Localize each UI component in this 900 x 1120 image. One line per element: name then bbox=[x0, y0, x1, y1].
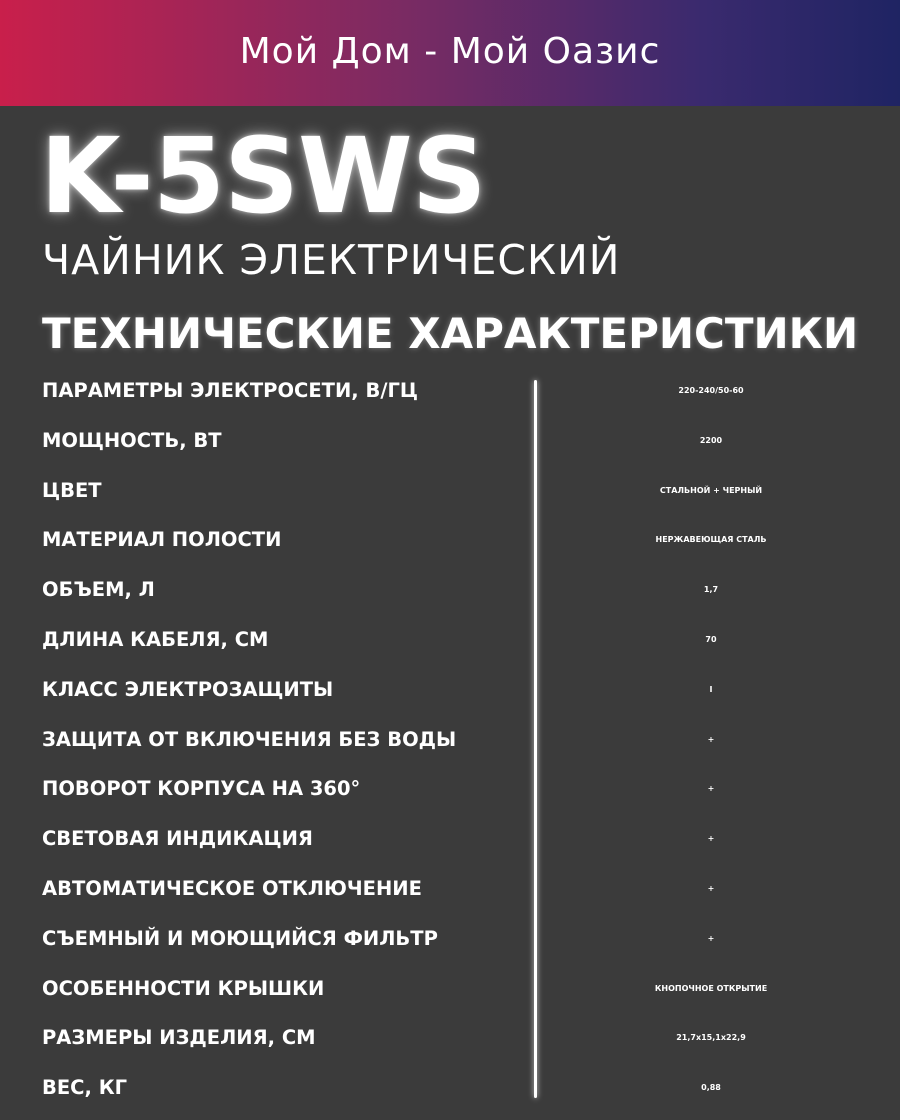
spec-value: 1,7 bbox=[703, 585, 719, 595]
spec-row bbox=[0, 565, 900, 615]
spec-label: МАТЕРИАЛ ПОЛОСТИ bbox=[42, 528, 282, 552]
brand-banner bbox=[0, 0, 900, 106]
spec-value: + bbox=[707, 933, 715, 943]
brand-slogan: Мой Дом - Мой Оазис bbox=[239, 30, 661, 72]
spec-row bbox=[0, 914, 900, 964]
spec-value: + bbox=[707, 883, 715, 893]
spec-value: 0,88 bbox=[701, 1083, 721, 1093]
spec-row bbox=[0, 1013, 900, 1063]
spec-label: МОЩНОСТЬ, ВТ bbox=[42, 428, 222, 452]
spec-value: I bbox=[709, 684, 713, 694]
spec-row bbox=[0, 1063, 900, 1113]
spec-label: СВЕТОВАЯ ИНДИКАЦИЯ bbox=[42, 827, 313, 851]
spec-row bbox=[0, 366, 900, 416]
spec-value: СТАЛЬНОЙ + ЧЕРНЫЙ bbox=[659, 485, 763, 495]
spec-value: + bbox=[707, 734, 715, 744]
model-name: K-5SWS bbox=[40, 115, 486, 237]
spec-row bbox=[0, 964, 900, 1014]
spec-row bbox=[0, 665, 900, 715]
spec-value: + bbox=[707, 784, 715, 794]
spec-row bbox=[0, 764, 900, 814]
spec-table bbox=[0, 366, 900, 1113]
spec-value: 70 bbox=[705, 634, 717, 644]
spec-row bbox=[0, 814, 900, 864]
spec-value: 220-240/50-60 bbox=[678, 386, 744, 395]
spec-label: ОБЪЕМ, Л bbox=[42, 578, 155, 602]
spec-label: ДЛИНА КАБЕЛЯ, СМ bbox=[42, 627, 269, 651]
spec-label: ЗАЩИТА ОТ ВКЛЮЧЕНИЯ БЕЗ ВОДЫ bbox=[42, 727, 457, 751]
spec-label: СЪЕМНЫЙ И МОЮЩИЙСЯ ФИЛЬТР bbox=[42, 926, 438, 950]
product-type: ЧАЙНИК ЭЛЕКТРИЧЕСКИЙ bbox=[42, 236, 621, 284]
spec-value: 2200 bbox=[699, 435, 723, 445]
spec-value: КНОПОЧНОЕ ОТКРЫТИЕ bbox=[654, 983, 768, 993]
spec-label: АВТОМАТИЧЕСКОЕ ОТКЛЮЧЕНИЕ bbox=[42, 876, 422, 900]
spec-label: ПОВОРОТ КОРПУСА НА 360° bbox=[42, 777, 361, 801]
spec-row bbox=[0, 715, 900, 765]
spec-row bbox=[0, 615, 900, 665]
spec-label: РАЗМЕРЫ ИЗДЕЛИЯ, СМ bbox=[42, 1026, 316, 1050]
spec-value: НЕРЖАВЕЮЩАЯ СТАЛЬ bbox=[655, 535, 767, 545]
spec-label: КЛАСС ЭЛЕКТРОЗАЩИТЫ bbox=[42, 677, 334, 701]
spec-row bbox=[0, 466, 900, 516]
spec-label: ЦВЕТ bbox=[42, 478, 102, 502]
section-title: ТЕХНИЧЕСКИЕ ХАРАКТЕРИСТИКИ bbox=[42, 309, 859, 358]
spec-label: ВЕС, КГ bbox=[42, 1076, 128, 1100]
spec-row bbox=[0, 515, 900, 565]
spec-label: ПАРАМЕТРЫ ЭЛЕКТРОСЕТИ, В/ГЦ bbox=[42, 379, 418, 402]
spec-value: 21,7x15,1x22,9 bbox=[676, 1033, 746, 1043]
spec-row bbox=[0, 416, 900, 466]
spec-row bbox=[0, 864, 900, 914]
spec-value: + bbox=[707, 834, 715, 844]
spec-label: ОСОБЕННОСТИ КРЫШКИ bbox=[42, 976, 325, 1000]
